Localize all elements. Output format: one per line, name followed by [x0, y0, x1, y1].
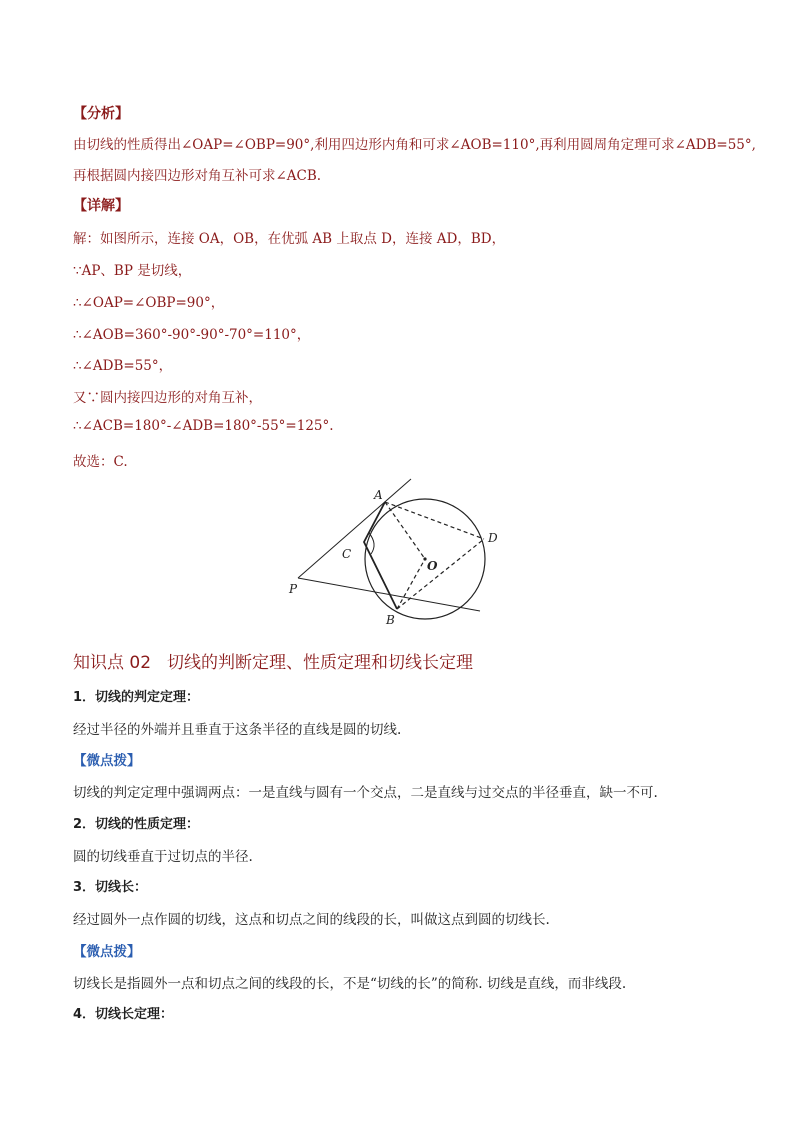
- label-b: B: [386, 613, 395, 627]
- tip-tag: 【微点拨】: [73, 753, 141, 769]
- label-p: P: [289, 582, 298, 596]
- detail-step: ∴∠OAP=∠OBP=90°，: [73, 295, 225, 311]
- detail-step: 故选：C.: [73, 454, 128, 470]
- section-number: 知识点 02: [73, 653, 152, 673]
- analysis-line-2: 再根据圆内接四边形对角互补可求∠ACB.: [73, 168, 322, 184]
- detail-step: ∴∠ACB=180°-∠ADB=180°-55°=125°.: [73, 418, 334, 434]
- tip-text: 切线的判定定理中强调两点：一是直线与圆有一个交点，二是直线与过交点的半径垂直，缺一不可.: [73, 785, 658, 801]
- detail-step: 解：如图所示，连接 OA，OB，在优弧 AB 上取点 D，连接 AD，BD，: [73, 231, 506, 247]
- detail-step: ∴∠ADB=55°，: [73, 358, 173, 374]
- segment-ob: [397, 559, 425, 609]
- tangent-line-pa: [298, 479, 411, 578]
- item-title: 4．切线长定理：: [73, 1007, 174, 1022]
- tangent-circle-figure: [280, 478, 520, 638]
- item-title: 3．切线长：: [73, 880, 148, 895]
- item-title: 2．切线的性质定理：: [73, 817, 200, 832]
- tip-tag: 【微点拨】: [73, 944, 141, 960]
- detail-step: ∴∠AOB=360°-90°-90°-70°=110°，: [73, 327, 311, 343]
- section-heading: [73, 648, 473, 673]
- label-o: O: [427, 559, 438, 573]
- item-text: 经过圆外一点作圆的切线，这点和切点之间的线段的长，叫做这点到圆的切线长.: [73, 912, 550, 928]
- item-title: 1．切线的判定定理：: [73, 690, 200, 705]
- segment-oa: [385, 502, 425, 559]
- segment-ad: [385, 502, 484, 539]
- label-a: A: [374, 488, 383, 502]
- detail-step: 又∵圆内接四边形的对角互补，: [73, 390, 262, 406]
- section-title: 切线的判断定理、性质定理和切线长定理: [167, 653, 474, 673]
- item-text: 经过半径的外端并且垂直于这条半径的直线是圆的切线.: [73, 722, 402, 738]
- detail-tag: 【详解】: [73, 198, 129, 214]
- detail-step: ∵AP、BP 是切线，: [73, 263, 192, 279]
- analysis-tag: 【分析】: [73, 106, 129, 122]
- analysis-line-1: 由切线的性质得出∠OAP=∠OBP=90°,利用四边形内角和可求∠AOB=110°,再利用圆周角定理可求∠ADB=55°,: [73, 137, 756, 153]
- tip-text: 切线长是指圆外一点和切点之间的线段的长，不是“切线的长”的简称. 切线是直线，而非线段.: [73, 976, 627, 992]
- item-text: 圆的切线垂直于过切点的半径.: [73, 849, 253, 865]
- label-c: C: [342, 547, 352, 561]
- label-d: D: [488, 531, 498, 545]
